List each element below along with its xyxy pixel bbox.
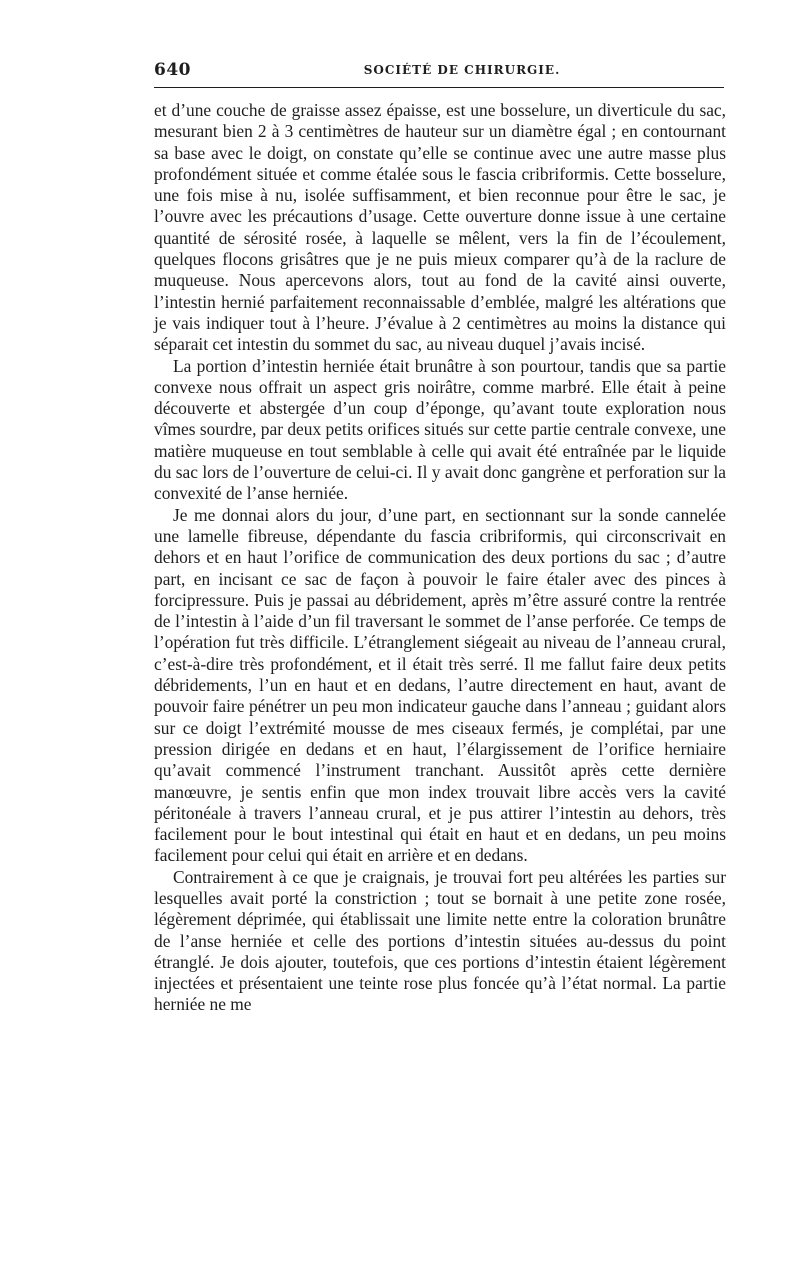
paragraph-1: et d’une couche de graisse assez épaisse, est une bosselure, un diverticule du sac, mesurant bien 2 à 3 centimètres de hauteur sur un diamètre égal ; en contournant sa base avec le doigt, on constate qu’elle se continue avec une autre masse plus profondément située et comme étalée sous le fascia cribriformis. Cette bosselure, une fois mise à nu, isolée suffisamment, et bien reconnue pour être le sac, je l’ouvre avec les précautions d’usage. Cette ouverture donne issue à une certaine quantité de sérosité rosée, à laquelle se mêlent, vers la fin de l’écoulement, quelques flocons grisâtres que je ne puis mieux comparer qu’à de la raclure de muqueuse. Nous apercevons alors, tout au fond de la cavité ainsi ouverte, l’intestin hernié parfaitement reconnaissable d’emblée, malgré les altérations que je vais indiquer tout à l’heure. J’évalue à 2 centimètres au moins la distance qui séparait cet intestin du sommet du sac, au niveau duquel j’avais incisé. (154, 100, 726, 355)
paragraph-2: La portion d’intestin herniée était brunâtre à son pourtour, tandis que sa partie convexe nous offrait un aspect gris noirâtre, comme marbré. Elle était à peine découverte et abstergée d’un coup d’éponge, qu’avant toute exploration nous vîmes sourdre, par deux petits orifices situés sur cette partie centrale convexe, une matière muqueuse en tout semblable à celle qui avait été entraînée par le liquide du sac lors de l’ouverture de celui-ci. Il y avait donc gangrène et perforation sur la convexité de l’anse herniée. (154, 355, 726, 504)
page-number: 640 (154, 60, 191, 80)
header-rule (154, 87, 724, 88)
body-text (154, 100, 726, 1016)
journal-title: SOCIÉTÉ DE CHIRURGIE. (363, 63, 561, 77)
running-head (154, 60, 724, 82)
paragraph-4: Contrairement à ce que je craignais, je trouvai fort peu altérées les parties sur lesquelles avait porté la constriction ; tout se bornait à une petite zone rosée, légèrement déprimée, qui établissait une limite nette entre la coloration brunâtre de l’anse herniée et celle des portions d’intestin situées au-dessus du point étranglé. Je dois ajouter, toutefois, que ces portions d’intestin étaient légèrement injectées et présentaient une teinte rose plus foncée qu’à l’état normal. La partie herniée ne me (154, 866, 726, 1015)
paragraph-3: Je me donnai alors du jour, d’une part, en sectionnant sur la sonde cannelée une lamelle fibreuse, dépendante du fascia cribriformis, qui circonscrivait en dehors et en haut l’orifice de communication des deux portions du sac ; d’autre part, en incisant ce sac de façon à pouvoir le faire étaler avec des pinces à forcipressure. Puis je passai au débridement, après m’être assuré contre la rentrée de l’intestin à l’aide d’un fil traversant le sommet de l’anse perforée. Ce temps de l’opération fut très difficile. L’étranglement siégeait au niveau de l’anneau crural, c’est-à-dire très profondément, et il était très serré. Il me fallut faire deux petits débridements, l’un en haut et en dedans, l’autre directement en haut, avant de pouvoir faire pénétrer un peu mon indicateur gauche dans l’anneau ; guidant alors sur ce doigt l’extrémité mousse de mes ciseaux fermés, je complétai, par une pression dirigée en dedans et en haut, l’élargissement de l’orifice herniaire qu’avait commencé l’instrument tranchant. Aussitôt après cette dernière manœuvre, je sentis enfin que mon index trouvait libre accès vers la cavité péritonéale à travers l’anneau crural, et je pus attirer l’intestin au dehors, très facilement pour le bout intestinal qui était en haut et en dedans, un peu moins facilement pour celui qui était en arrière et en dedans. (154, 504, 726, 866)
